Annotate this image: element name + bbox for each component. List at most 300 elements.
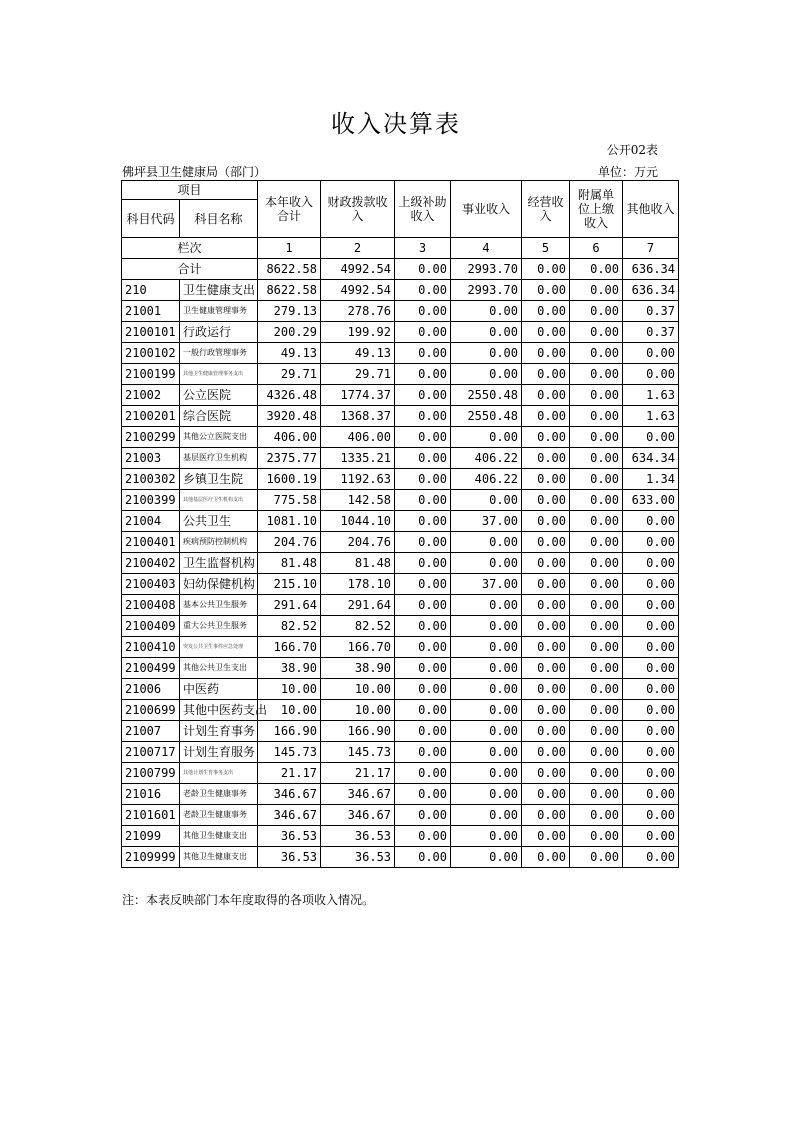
header-affiliate: 附属单位上缴收入	[570, 181, 623, 238]
total-cell: 0.00	[522, 259, 570, 280]
subject-name-cell: 计划生育服务	[180, 742, 258, 763]
value-cell: 0.00	[395, 763, 451, 784]
subject-name-cell: 突发公共卫生事件应急处理	[180, 637, 258, 658]
subject-name-cell: 卫生健康管理事务	[180, 301, 258, 322]
subject-code-cell: 2100409	[122, 616, 180, 637]
subject-name-cell: 行政运行	[180, 322, 258, 343]
value-cell: 278.76	[321, 301, 395, 322]
value-cell: 37.00	[451, 574, 522, 595]
column-index-cell: 5	[522, 238, 570, 259]
subject-name-cell: 疾病预防控制机构	[180, 532, 258, 553]
value-cell: 0.00	[623, 784, 679, 805]
value-cell: 0.00	[623, 847, 679, 868]
value-cell: 0.00	[395, 469, 451, 490]
value-cell: 0.00	[395, 658, 451, 679]
value-cell: 291.64	[321, 595, 395, 616]
value-cell: 1081.10	[258, 511, 321, 532]
table-row	[122, 721, 679, 742]
value-cell: 4992.54	[321, 280, 395, 301]
value-cell: 0.00	[570, 322, 623, 343]
value-cell: 204.76	[321, 532, 395, 553]
value-cell: 0.00	[522, 322, 570, 343]
value-cell: 178.10	[321, 574, 395, 595]
table-row	[122, 406, 679, 427]
value-cell: 346.67	[258, 805, 321, 826]
value-cell: 0.00	[395, 406, 451, 427]
value-cell: 0.37	[623, 301, 679, 322]
subject-code-cell: 2100201	[122, 406, 180, 427]
value-cell: 0.00	[522, 721, 570, 742]
value-cell: 0.00	[623, 826, 679, 847]
table-row	[122, 637, 679, 658]
subject-name-cell: 其他基层医疗卫生机构支出	[180, 490, 258, 511]
value-cell: 38.90	[321, 658, 395, 679]
value-cell: 0.00	[623, 700, 679, 721]
subject-code-cell: 2100399	[122, 490, 180, 511]
value-cell: 10.00	[321, 700, 395, 721]
value-cell: 0.00	[623, 343, 679, 364]
value-cell: 0.00	[570, 448, 623, 469]
value-cell: 0.00	[451, 784, 522, 805]
subject-code-cell: 2100799	[122, 763, 180, 784]
total-cell: 2993.70	[451, 259, 522, 280]
table-row	[122, 490, 679, 511]
value-cell: 0.00	[623, 511, 679, 532]
subject-name-cell: 其他卫生健康支出	[180, 826, 258, 847]
unit-label: 单位：万元	[597, 165, 658, 179]
value-cell: 0.00	[451, 427, 522, 448]
subject-name-cell: 其他计划生育事务支出	[180, 763, 258, 784]
value-cell: 36.53	[258, 826, 321, 847]
value-cell: 82.52	[258, 616, 321, 637]
value-cell: 2550.48	[451, 385, 522, 406]
page-title: 收入决算表	[331, 110, 461, 138]
value-cell: 0.00	[451, 721, 522, 742]
value-cell: 0.00	[623, 595, 679, 616]
subject-name-cell: 公共卫生	[180, 511, 258, 532]
table-row	[122, 658, 679, 679]
value-cell: 0.00	[570, 721, 623, 742]
table-row	[122, 616, 679, 637]
value-cell: 0.00	[522, 616, 570, 637]
value-cell: 291.64	[258, 595, 321, 616]
value-cell: 0.00	[570, 679, 623, 700]
value-cell: 1368.37	[321, 406, 395, 427]
table-row	[122, 700, 679, 721]
value-cell: 0.00	[570, 406, 623, 427]
value-cell: 346.67	[321, 805, 395, 826]
subject-code-cell: 2100717	[122, 742, 180, 763]
value-cell: 633.00	[623, 490, 679, 511]
value-cell: 0.00	[522, 343, 570, 364]
subject-name-cell: 卫生健康支出	[180, 280, 258, 301]
value-cell: 0.00	[451, 616, 522, 637]
subject-code-cell: 2100299	[122, 427, 180, 448]
subject-name-cell: 基层医疗卫生机构	[180, 448, 258, 469]
value-cell: 1044.10	[321, 511, 395, 532]
subject-name-cell: 其他卫生健康管理事务支出	[180, 364, 258, 385]
table-row	[122, 847, 679, 868]
value-cell: 279.13	[258, 301, 321, 322]
subject-name-cell: 其他公立医院支出	[180, 427, 258, 448]
value-cell: 0.00	[451, 826, 522, 847]
header-operating: 经营收入	[522, 181, 570, 238]
value-cell: 0.00	[623, 721, 679, 742]
value-cell: 0.00	[451, 658, 522, 679]
subject-code-cell: 2100699	[122, 700, 180, 721]
value-cell: 0.00	[451, 700, 522, 721]
value-cell: 634.34	[623, 448, 679, 469]
subject-name-cell: 一般行政管理事务	[180, 343, 258, 364]
table-row	[122, 679, 679, 700]
value-cell: 49.13	[321, 343, 395, 364]
value-cell: 36.53	[321, 826, 395, 847]
value-cell: 145.73	[258, 742, 321, 763]
value-cell: 0.00	[451, 490, 522, 511]
value-cell: 3920.48	[258, 406, 321, 427]
value-cell: 81.48	[321, 553, 395, 574]
value-cell: 145.73	[321, 742, 395, 763]
form-number: 公开02表	[606, 143, 658, 157]
value-cell: 0.00	[451, 637, 522, 658]
value-cell: 200.29	[258, 322, 321, 343]
table-row	[122, 427, 679, 448]
value-cell: 0.00	[395, 364, 451, 385]
value-cell: 142.58	[321, 490, 395, 511]
subject-name-cell: 其他卫生健康支出	[180, 847, 258, 868]
value-cell: 406.22	[451, 469, 522, 490]
value-cell: 0.00	[570, 427, 623, 448]
total-label: 合计	[122, 259, 258, 280]
value-cell: 0.00	[522, 490, 570, 511]
subject-code-cell: 2100401	[122, 532, 180, 553]
subject-name-cell: 妇幼保健机构	[180, 574, 258, 595]
table-row	[122, 574, 679, 595]
value-cell: 82.52	[321, 616, 395, 637]
column-index-cell: 7	[623, 238, 679, 259]
subject-code-cell: 2100199	[122, 364, 180, 385]
table-row	[122, 385, 679, 406]
subject-name-cell: 老龄卫生健康事务	[180, 805, 258, 826]
subject-code-cell: 21007	[122, 721, 180, 742]
header-subject-name: 科目名称	[180, 200, 258, 238]
value-cell: 636.34	[623, 280, 679, 301]
value-cell: 0.00	[522, 658, 570, 679]
header-total: 本年收入合计	[258, 181, 321, 238]
value-cell: 166.70	[321, 637, 395, 658]
value-cell: 0.00	[451, 364, 522, 385]
value-cell: 0.00	[395, 385, 451, 406]
value-cell: 0.00	[623, 763, 679, 784]
value-cell: 0.00	[395, 679, 451, 700]
value-cell: 0.00	[570, 553, 623, 574]
subject-code-cell: 21004	[122, 511, 180, 532]
value-cell: 1600.19	[258, 469, 321, 490]
value-cell: 0.00	[395, 511, 451, 532]
table-row	[122, 532, 679, 553]
value-cell: 0.00	[570, 343, 623, 364]
value-cell: 0.00	[395, 826, 451, 847]
value-cell: 1192.63	[321, 469, 395, 490]
subject-code-cell: 2100408	[122, 595, 180, 616]
value-cell: 1774.37	[321, 385, 395, 406]
table-row	[122, 826, 679, 847]
value-cell: 0.00	[623, 637, 679, 658]
value-cell: 0.00	[395, 805, 451, 826]
value-cell: 0.00	[522, 763, 570, 784]
value-cell: 0.00	[623, 616, 679, 637]
value-cell: 775.58	[258, 490, 321, 511]
value-cell: 0.00	[570, 280, 623, 301]
value-cell: 346.67	[258, 784, 321, 805]
subject-name-cell: 老龄卫生健康事务	[180, 784, 258, 805]
total-cell: 636.34	[623, 259, 679, 280]
total-cell: 0.00	[570, 259, 623, 280]
value-cell: 0.00	[395, 637, 451, 658]
value-cell: 406.00	[321, 427, 395, 448]
footnote: 注：本表反映部门本年度取得的各项收入情况。	[122, 893, 375, 907]
value-cell: 21.17	[258, 763, 321, 784]
value-cell: 199.92	[321, 322, 395, 343]
value-cell: 36.53	[321, 847, 395, 868]
value-cell: 204.76	[258, 532, 321, 553]
value-cell: 0.00	[451, 553, 522, 574]
value-cell: 0.00	[451, 595, 522, 616]
value-cell: 0.00	[570, 805, 623, 826]
value-cell: 0.00	[570, 301, 623, 322]
value-cell: 49.13	[258, 343, 321, 364]
column-index-label: 栏次	[122, 238, 258, 259]
table-row	[122, 784, 679, 805]
value-cell: 0.00	[395, 490, 451, 511]
value-cell: 0.00	[522, 385, 570, 406]
table-row	[122, 301, 679, 322]
value-cell: 0.00	[395, 301, 451, 322]
value-cell: 0.00	[623, 679, 679, 700]
value-cell: 0.00	[623, 658, 679, 679]
value-cell: 0.00	[623, 427, 679, 448]
column-index-cell: 2	[321, 238, 395, 259]
value-cell: 1.63	[623, 385, 679, 406]
income-table	[121, 180, 679, 868]
value-cell: 0.00	[623, 574, 679, 595]
total-cell: 0.00	[395, 259, 451, 280]
column-index-cell: 1	[258, 238, 321, 259]
value-cell: 0.00	[395, 574, 451, 595]
subject-name-cell: 公立医院	[180, 385, 258, 406]
value-cell: 0.00	[395, 784, 451, 805]
value-cell: 10.00	[258, 679, 321, 700]
subject-code-cell: 2100403	[122, 574, 180, 595]
table-body	[122, 259, 679, 868]
value-cell: 166.90	[258, 721, 321, 742]
subject-name-cell: 重大公共卫生服务	[180, 616, 258, 637]
value-cell: 0.37	[623, 322, 679, 343]
header-item-group: 项目	[122, 181, 258, 200]
value-cell: 0.00	[522, 637, 570, 658]
value-cell: 2550.48	[451, 406, 522, 427]
column-index-cell: 3	[395, 238, 451, 259]
subject-code-cell: 21006	[122, 679, 180, 700]
value-cell: 166.70	[258, 637, 321, 658]
subject-code-cell: 2100102	[122, 343, 180, 364]
value-cell: 0.00	[570, 364, 623, 385]
subject-code-cell: 2100302	[122, 469, 180, 490]
value-cell: 346.67	[321, 784, 395, 805]
table-row	[122, 805, 679, 826]
subject-code-cell: 2100410	[122, 637, 180, 658]
value-cell: 0.00	[623, 532, 679, 553]
table-row	[122, 511, 679, 532]
value-cell: 1335.21	[321, 448, 395, 469]
value-cell: 8622.58	[258, 280, 321, 301]
value-cell: 0.00	[395, 448, 451, 469]
value-cell: 0.00	[522, 742, 570, 763]
value-cell: 0.00	[522, 301, 570, 322]
value-cell: 0.00	[451, 805, 522, 826]
value-cell: 0.00	[570, 637, 623, 658]
subject-code-cell: 21099	[122, 826, 180, 847]
value-cell: 0.00	[522, 574, 570, 595]
value-cell: 0.00	[623, 553, 679, 574]
table-row	[122, 280, 679, 301]
value-cell: 29.71	[321, 364, 395, 385]
table-row	[122, 553, 679, 574]
header-business: 事业收入	[451, 181, 522, 238]
value-cell: 0.00	[522, 406, 570, 427]
subject-name-cell: 乡镇卫生院	[180, 469, 258, 490]
subject-name-cell: 计划生育事务	[180, 721, 258, 742]
value-cell: 0.00	[570, 784, 623, 805]
value-cell: 1.34	[623, 469, 679, 490]
value-cell: 166.90	[321, 721, 395, 742]
value-cell: 0.00	[451, 301, 522, 322]
subject-code-cell: 21001	[122, 301, 180, 322]
value-cell: 0.00	[522, 469, 570, 490]
value-cell: 0.00	[522, 847, 570, 868]
value-cell: 0.00	[395, 343, 451, 364]
value-cell: 0.00	[623, 742, 679, 763]
subject-code-cell: 2100499	[122, 658, 180, 679]
value-cell: 0.00	[395, 721, 451, 742]
value-cell: 0.00	[570, 385, 623, 406]
value-cell: 0.00	[623, 805, 679, 826]
value-cell: 0.00	[570, 511, 623, 532]
value-cell: 0.00	[395, 595, 451, 616]
value-cell: 0.00	[570, 469, 623, 490]
value-cell: 4326.48	[258, 385, 321, 406]
value-cell: 10.00	[321, 679, 395, 700]
value-cell: 0.00	[451, 763, 522, 784]
value-cell: 0.00	[451, 742, 522, 763]
value-cell: 0.00	[451, 322, 522, 343]
value-cell: 215.10	[258, 574, 321, 595]
subject-name-cell: 卫生监督机构	[180, 553, 258, 574]
value-cell: 0.00	[522, 784, 570, 805]
total-cell: 8622.58	[258, 259, 321, 280]
value-cell: 38.90	[258, 658, 321, 679]
table-row	[122, 343, 679, 364]
subject-code-cell: 21002	[122, 385, 180, 406]
value-cell: 0.00	[395, 700, 451, 721]
value-cell: 0.00	[395, 553, 451, 574]
column-index-cell: 4	[451, 238, 522, 259]
value-cell: 36.53	[258, 847, 321, 868]
value-cell: 0.00	[570, 595, 623, 616]
table-row	[122, 742, 679, 763]
value-cell: 0.00	[522, 553, 570, 574]
value-cell: 21.17	[321, 763, 395, 784]
value-cell: 0.00	[570, 763, 623, 784]
value-cell: 0.00	[395, 847, 451, 868]
subject-code-cell: 210	[122, 280, 180, 301]
table-row	[122, 364, 679, 385]
total-cell: 4992.54	[321, 259, 395, 280]
value-cell: 0.00	[522, 805, 570, 826]
value-cell: 0.00	[570, 532, 623, 553]
value-cell: 0.00	[395, 742, 451, 763]
value-cell: 0.00	[451, 343, 522, 364]
value-cell: 0.00	[570, 616, 623, 637]
subject-code-cell: 21016	[122, 784, 180, 805]
value-cell: 0.00	[522, 679, 570, 700]
value-cell: 406.22	[451, 448, 522, 469]
value-cell: 0.00	[395, 532, 451, 553]
value-cell: 0.00	[570, 574, 623, 595]
value-cell: 0.00	[451, 847, 522, 868]
column-index-cell: 6	[570, 238, 623, 259]
value-cell: 0.00	[522, 280, 570, 301]
value-cell: 29.71	[258, 364, 321, 385]
subject-name-cell: 基本公共卫生服务	[180, 595, 258, 616]
subject-code-cell: 2100402	[122, 553, 180, 574]
value-cell: 2993.70	[451, 280, 522, 301]
value-cell: 10.00	[258, 700, 321, 721]
subject-name-cell: 其他公共卫生支出	[180, 658, 258, 679]
table-row	[122, 469, 679, 490]
header-fiscal: 财政拨款收入	[321, 181, 395, 238]
value-cell: 2375.77	[258, 448, 321, 469]
value-cell: 0.00	[522, 595, 570, 616]
value-cell: 0.00	[570, 742, 623, 763]
value-cell: 0.00	[570, 658, 623, 679]
value-cell: 0.00	[570, 847, 623, 868]
table-row	[122, 322, 679, 343]
value-cell: 0.00	[570, 826, 623, 847]
table-row	[122, 595, 679, 616]
department-label: 佛坪县卫生健康局（部门）	[122, 165, 267, 179]
value-cell: 0.00	[451, 679, 522, 700]
value-cell: 0.00	[395, 427, 451, 448]
value-cell: 0.00	[522, 826, 570, 847]
subject-name-cell: 综合医院	[180, 406, 258, 427]
value-cell: 0.00	[522, 700, 570, 721]
value-cell: 0.00	[395, 280, 451, 301]
table-row	[122, 763, 679, 784]
value-cell: 0.00	[395, 322, 451, 343]
value-cell: 0.00	[522, 364, 570, 385]
subject-name-cell: 其他中医药支出	[180, 700, 258, 721]
value-cell: 0.00	[522, 511, 570, 532]
value-cell: 37.00	[451, 511, 522, 532]
value-cell: 1.63	[623, 406, 679, 427]
value-cell: 0.00	[395, 616, 451, 637]
subject-name-cell: 中医药	[180, 679, 258, 700]
subject-code-cell: 2109999	[122, 847, 180, 868]
header-other: 其他收入	[623, 181, 679, 238]
table-row	[122, 448, 679, 469]
subject-code-cell: 2100101	[122, 322, 180, 343]
